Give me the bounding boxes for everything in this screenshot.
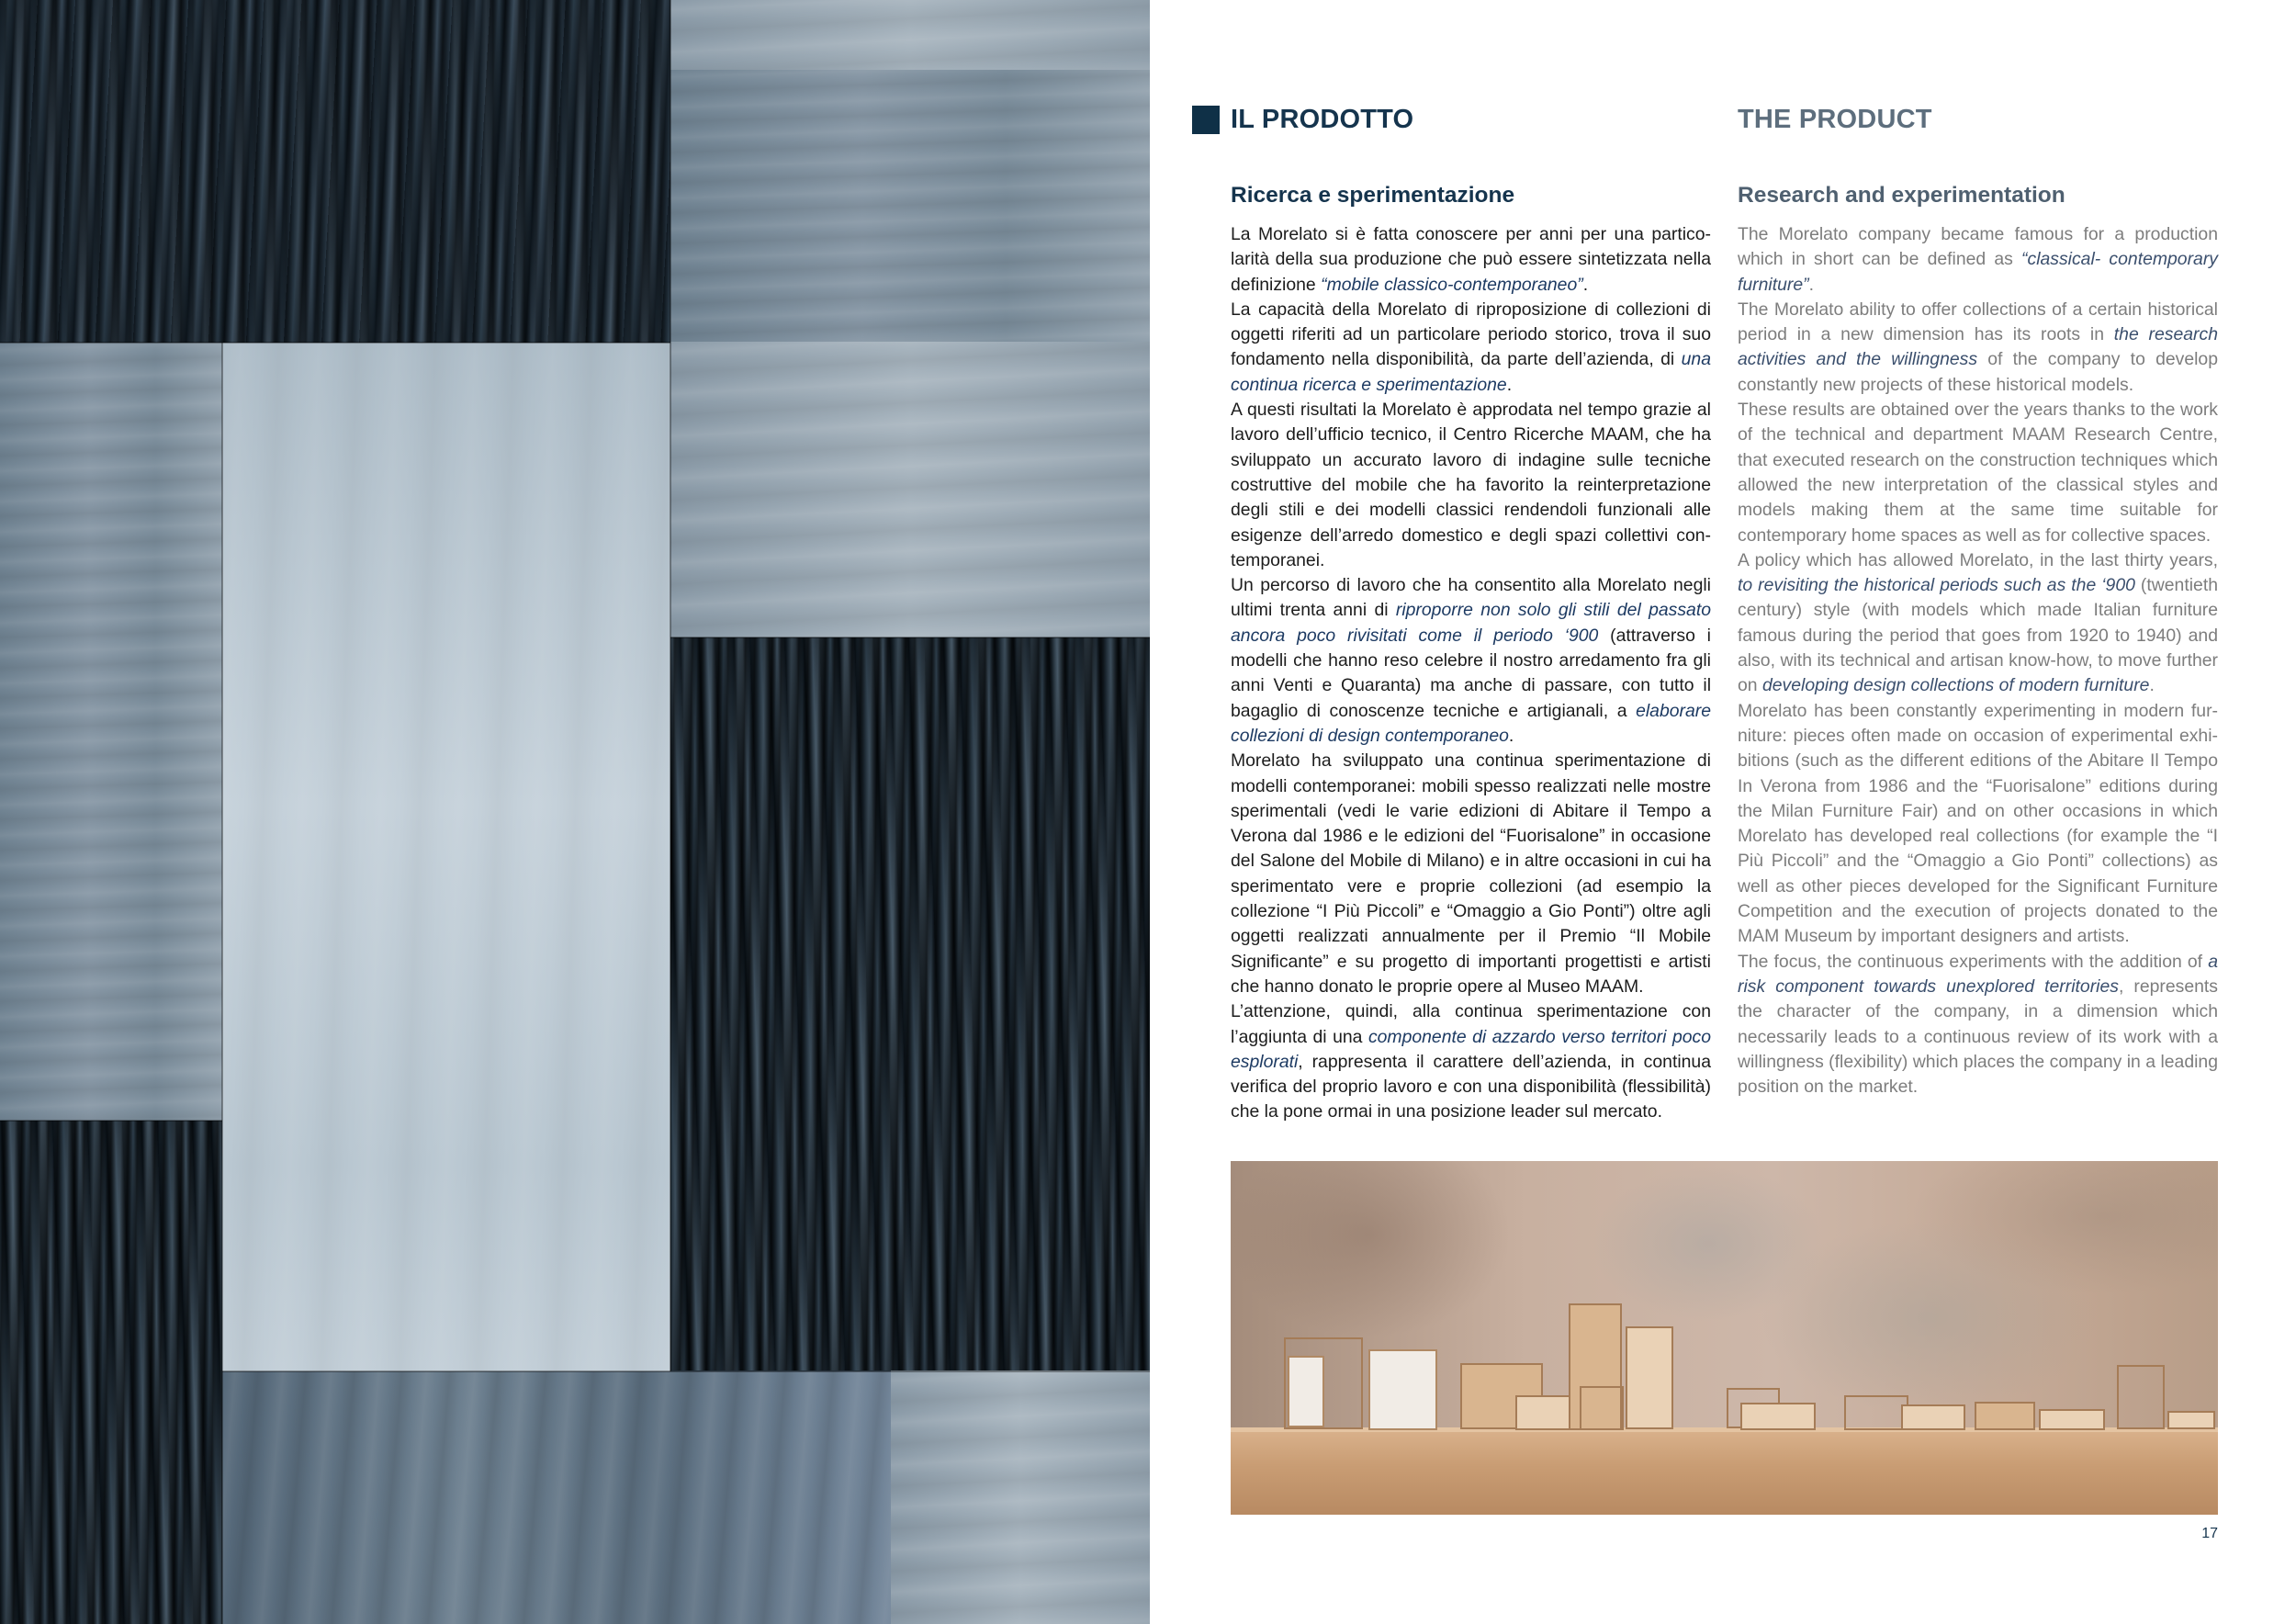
model-low-cabinet (1740, 1403, 1816, 1430)
veneer-panel-cathedral-bottom (222, 1371, 891, 1624)
veneer-panel-mid-left (0, 343, 222, 1121)
veneer-seam (221, 343, 223, 1624)
emphasized-phrase: “classical- contemporary furniture” (1738, 249, 2218, 295)
text-page (1150, 0, 2296, 1624)
veneer-panel-dark-bottom-left (0, 1121, 222, 1624)
body-paragraph: The Morelato ability to offer collections of a certain historical period in a new dimension has its roots in the research activities and the willingness of the company to develop constantly new projects of these historical models. (1738, 299, 2218, 395)
veneer-panel-pale-maple (222, 343, 670, 1371)
veneer-seam (222, 1370, 1150, 1372)
exhibition-photo-furniture-models (1231, 1161, 2218, 1515)
veneer-panel-light-right-2 (670, 342, 1150, 637)
model-low-bench (2167, 1411, 2215, 1429)
body-paragraph: L’attenzione, quindi, alla continua sperimentazione con l’aggiunta di una componente di azzardo verso territori poco esplorati, rappresenta il carattere dell’azienda, in continua verifica del proprio lavoro e con una disponibilità (flessibilità) che la pone ormai in una posizione leader sul mercato. (1231, 1001, 1711, 1122)
model-tall-cabinet-2 (1626, 1326, 1673, 1429)
body-paragraph: A policy which has allowed Morelato, in the last thirty years, to revisiting the historical periods such as the ‘900 (twentieth century) style (with models which made Italian furniture famous during the period that goes from 1920 to 1940) and also, with its technical and artisan know-how, to move further on developing design collections of modern furniture. (1738, 549, 2218, 696)
emphasized-phrase: elaborare collezioni di design contemporaneo (1231, 700, 1711, 746)
body-paragraph: The Morelato company became famous for a production which in short can be defined as “classical- contemporary furniture”. (1738, 224, 2218, 295)
veneer-seam (670, 0, 671, 1371)
veneer-panel-light-bottom-right (891, 1370, 1150, 1624)
veneer-seam (0, 1120, 222, 1122)
veneer-panel-dark-wenge (670, 637, 1150, 1370)
model-curtain-cabinet-2 (1368, 1349, 1437, 1430)
model-curtain-cabinet (1288, 1356, 1324, 1427)
body-text-english (1738, 222, 2218, 1100)
veneer-seam (670, 637, 1150, 638)
section-title-italian: IL PRODOTTO (1231, 105, 1414, 134)
veneer-panel-light-top-right (670, 0, 1150, 70)
veneer-seam (0, 342, 670, 344)
model-small-table (1580, 1386, 1624, 1430)
model-drawer-base (1901, 1404, 1965, 1430)
body-paragraph: A questi risultati la Morelato è approdata nel tempo grazie al lavoro dell’ufficio tecnico, il Centro Ricerche MAAM, che ha sviluppato un accurato lavoro di indagine sulle tecniche costruttive del mobile che ha favorito la reinterpretazione degli stili e dei modelli classici rendendoli funzionali alle esigenze dell’arredo domestico e degli spazi collettivi contemporanei. (1231, 400, 1711, 570)
body-paragraph: These results are obtained over the years thanks to the work of the technical and department MAAM Research Centre, that executed research on the construction techniques which allowed the new interpretation of the classical styles and models making them at the same time suitable for contemporary home spaces as well as for collective spaces. (1738, 400, 2218, 546)
emphasized-phrase: developing design collections of modern furniture (1761, 675, 2150, 696)
photo-shelf (1231, 1432, 2218, 1515)
veneer-panel-dark-top-left (0, 0, 670, 343)
page-number: 17 (2201, 1526, 2218, 1541)
emphasized-phrase: componente di azzardo verso territori poco esplorati (1231, 1026, 1711, 1072)
body-paragraph: La Morelato si è fatta conoscere per anni per una particolarità della sua produzione che può essere sintetizzata nella definizione “mobile classico-contemporaneo”. (1231, 224, 1711, 295)
body-paragraph: Morelato has been constantly experimenting in modern furniture: pieces often made on occasion of experimental exhibitions (such as the different editions of the Abitare Il Tempo In Verona from 1986 and the “Fuorisalone” editions during the Milan Furniture Fair) and on other occasions in which Morelato has developed real collections (for example the “I Più Piccoli” and the “Omaggio a Gio Ponti” collections) as well as other pieces developed for the Significant Furniture Competition and the execution of projects donated to the MAM Museum by important designers and artists. (1738, 700, 2218, 947)
model-drawer-stack (1515, 1395, 1570, 1430)
body-paragraph: The focus, the continuous experiments with the addition of a risk component towards unexplored territories, represents the character of the company, in a dimension which necessarily leads to a continuous review of its work with a willingness (flexibility) which places the company in a leading position on the market. (1738, 951, 2219, 1098)
emphasized-phrase: “mobile classico-contemporaneo” (1321, 274, 1583, 295)
emphasized-phrase: riproporre non solo gli stili del passato ancora poco rivisitati come il periodo ‘900 (1231, 600, 1711, 646)
emphasized-phrase: the research activities and the willingness (1738, 324, 2218, 370)
body-paragraph: La capacità della Morelato di riproposizione di collezioni di oggetti riferiti ad un particolare periodo storico, trova il suo fondamento nella disponibilità, da parte dell’azienda, di una continua ricerca e sperimentazione. (1231, 299, 1711, 395)
emphasized-phrase: una continua ricerca e sperimentazione (1231, 349, 1711, 395)
emphasized-phrase: a risk component towards unexplored territories (1738, 951, 2218, 997)
subtitle-english: Research and experimentation (1738, 183, 2065, 208)
model-frame-chair (2117, 1365, 2165, 1429)
body-text-italian (1231, 222, 1711, 1125)
body-paragraph: Un percorso di lavoro che ha consentito alla Morelato negli ultimi trenta anni di riproporre non solo gli stili del passato ancora poco rivisitati come il periodo ‘900 (attraverso i modelli che hanno reso celebre il nostro arredamento fra gli anni Venti e Quaranta) ma anche di passare, con tutto il bagaglio di conoscenze tecniche e artigianali, a elaborare collezioni di design contemporaneo. (1231, 575, 1711, 746)
subtitle-italian: Ricerca e sperimentazione (1231, 183, 1515, 208)
section-marker-square (1192, 106, 1220, 134)
body-paragraph: Morelato ha sviluppato una continua sperimentazione di modelli contemporanei: mobili spesso realizzati nelle mostre sperimentali (vedi le varie edizioni di Abitare il Tempo a Verona dal 1986 e le edizioni del “Fuorisalone” in occasione del Salone del Mobile di Milano) e in altre occasioni in cui ha sperimentato vere e proprie collezioni (ad esempio la collezione “I Più Piccoli” e “Omaggio a Gio Ponti”) oltre agli oggetti realizzati annualmente per il Premio “Il Mobile Significante” e su progetto di importanti progettisti e artisti che hanno donato le proprie opere al Museo MAAM. (1231, 750, 1711, 997)
veneer-panel-mid-right-1 (670, 70, 1150, 342)
model-table (1975, 1402, 2035, 1430)
model-bench-2 (2039, 1409, 2105, 1430)
section-title-english: THE PRODUCT (1738, 105, 1932, 134)
emphasized-phrase: to revisiting the historical periods such as the ‘900 (1738, 575, 2135, 596)
model-bench (1844, 1395, 1908, 1430)
